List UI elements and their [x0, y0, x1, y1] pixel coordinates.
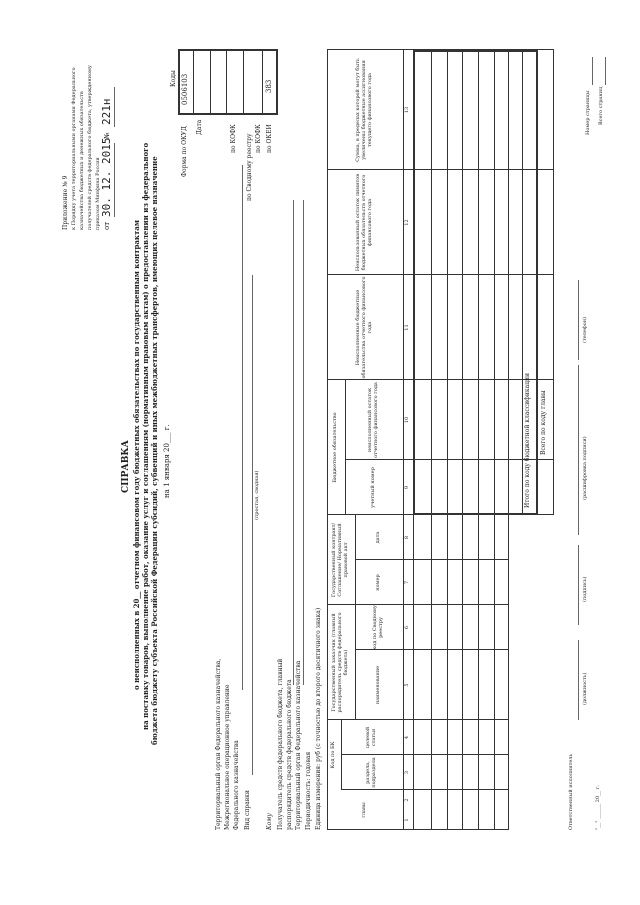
col-razdel-header: раздела, подраздела — [365, 757, 377, 788]
col-contract-date-header: дата — [375, 531, 382, 544]
col-number: 5 — [404, 683, 411, 687]
bo-header: Бюджетное обязательство — [332, 412, 339, 483]
okei-label: по ОКЕИ — [266, 124, 273, 153]
col-number: 6 — [404, 625, 411, 630]
col-12-header: Неиспользованный остаток лимитов бюджетных обязательств отчетного финансового года — [355, 173, 373, 272]
kbk-header: Код по БК — [330, 741, 337, 769]
okei-value: 383 — [265, 79, 273, 93]
date-label: Дата — [196, 119, 203, 135]
col-number: 2 — [404, 798, 411, 802]
pages-total-line[interactable] — [605, 57, 606, 85]
col-number: 7 — [404, 580, 411, 585]
signature-caption: (подпись) — [582, 576, 588, 602]
okud-label: Форма по ОКУД — [181, 126, 188, 177]
org-field-line[interactable] — [242, 165, 243, 690]
appendix-line: получателей средств федерального бюджета, утвержденному — [87, 65, 93, 230]
signature-line[interactable] — [578, 545, 579, 625]
pages-total-label: Всего страниц — [598, 86, 604, 125]
col-13-header: Сумма, в пределах которой могут быть увеличены бюджетные ассигнования текущего финансового года — [355, 58, 373, 162]
org-line: Межрегиональное операционное управление — [224, 684, 231, 830]
document-title: СПРАВКА — [121, 440, 131, 493]
kind-field-line[interactable] — [252, 275, 253, 775]
col-contract-number-header: номер — [375, 574, 382, 591]
appendix-line: приказом Минфина России — [95, 157, 101, 230]
kofk-label: по КОФК — [230, 124, 237, 153]
appendix-line: казначейства бюджетных и денежных обязательств — [79, 91, 85, 230]
kofk-label: по КОФК — [255, 124, 262, 153]
title-line: бюджета бюджету субъекта Российской Федерации субсидий, субвенций и иных межбюджетных трансфертов, имеющих целевое назначение — [150, 156, 159, 745]
col-number: 1 — [404, 818, 411, 822]
col-number: 9 — [404, 485, 411, 490]
svod-label: по Сводному реестру — [246, 133, 253, 201]
responsible-label: Ответственный исполнитель — [568, 753, 574, 830]
col-gz-code-header: код по Сводному реестру — [372, 605, 384, 650]
recipient-line: распорядитель средств федерального бюджета — [286, 679, 293, 830]
codes-divider — [243, 49, 244, 115]
col-number: 4 — [404, 735, 411, 740]
period-label: Периодичность: годовая — [305, 751, 312, 830]
col-number: 10 — [404, 416, 411, 424]
to-label: Кому — [266, 813, 273, 830]
order-from: от — [103, 221, 111, 230]
position-line[interactable] — [578, 640, 579, 720]
table-data-thick-border — [413, 50, 538, 515]
codes-divider — [262, 49, 263, 115]
col-bo-unexec-header: неисполненный остаток отчетного финансового года — [367, 382, 379, 458]
col-number: 13 — [404, 106, 411, 114]
table-total-line — [553, 50, 554, 515]
appendix-line: к Порядку учета территориальными органами Федерального — [71, 67, 77, 230]
phone-caption: (телефон) — [582, 316, 588, 343]
col-bo-number-header: учетный номер — [370, 467, 377, 508]
codes-divider — [210, 49, 211, 115]
codes-header: Коды — [170, 70, 177, 87]
phone-line[interactable] — [578, 280, 579, 360]
col-11-header: Неисполненные бюджетные обязательства отчетного финансового года — [355, 276, 373, 379]
order-number-label: № — [103, 132, 111, 139]
page-number-label: Номер страницы — [585, 90, 591, 135]
order-date: 30. 12. 2015 — [100, 137, 113, 217]
col-number: 11 — [404, 324, 411, 331]
tofk-label: Территориальный орган Федерального казначейства — [295, 660, 302, 830]
kind-label: Вид справки — [244, 790, 251, 830]
col-number: 12 — [404, 219, 411, 226]
codes-divider — [193, 49, 194, 115]
title-line: на поставку товаров, выполнение работ, оказание услуг и соглашениям (нормативным правовым актам) о предоставлении из федерального — [141, 142, 150, 730]
page-number-line[interactable] — [592, 57, 593, 85]
tofk-field-line[interactable] — [303, 200, 304, 685]
recipient-line: Получатель средств федерального бюджета, главный — [277, 658, 284, 830]
col-glava-header: главы — [361, 802, 368, 818]
unit-label: Единица измерения: руб (с точностью до второго десятичного знака) — [315, 607, 322, 830]
appendix-number: Приложение № 9 — [62, 175, 69, 230]
codes-divider — [226, 49, 227, 115]
col-number: 3 — [404, 770, 411, 775]
okud-value: 0506103 — [181, 73, 189, 105]
title-line: о неисполненных в 20__ отчетном финансовом году бюджетных обязательствах по государственным контрактам — [132, 220, 141, 690]
order-number-underline — [114, 87, 115, 127]
position-caption: (должность) — [582, 672, 588, 705]
total-kbk-label: Итого по коду бюджетной классификации — [524, 372, 531, 508]
col-number: 8 — [404, 535, 411, 540]
contract-header: Государственный контракт/Соглашение/ Нормативный правовой акт — [331, 522, 349, 598]
recipient-field-line[interactable] — [293, 200, 294, 685]
total-glava-label: Всего по коду главы — [540, 390, 547, 455]
footer-date: "__" ______ 20__ г. — [595, 785, 601, 830]
org-line: Федерального казначейства — [233, 740, 240, 830]
report-date: на 1 января 20___ г. — [163, 424, 171, 498]
gz-header: Государственный заказчик (главный распорядитель средств федерального бюджета) — [331, 612, 349, 713]
col-target-header: целевой статьи — [365, 726, 377, 749]
decode-caption: (расшифровка подписи) — [582, 436, 588, 500]
order-date-underline — [114, 143, 115, 217]
kind-hint: (простая, сводная) — [254, 470, 260, 520]
org-line: Территориальный орган Федерального казначейства, — [215, 658, 222, 830]
decode-line[interactable] — [578, 365, 579, 535]
order-number: 221н — [100, 98, 113, 125]
col-gz-name-header: наименование — [375, 665, 382, 705]
